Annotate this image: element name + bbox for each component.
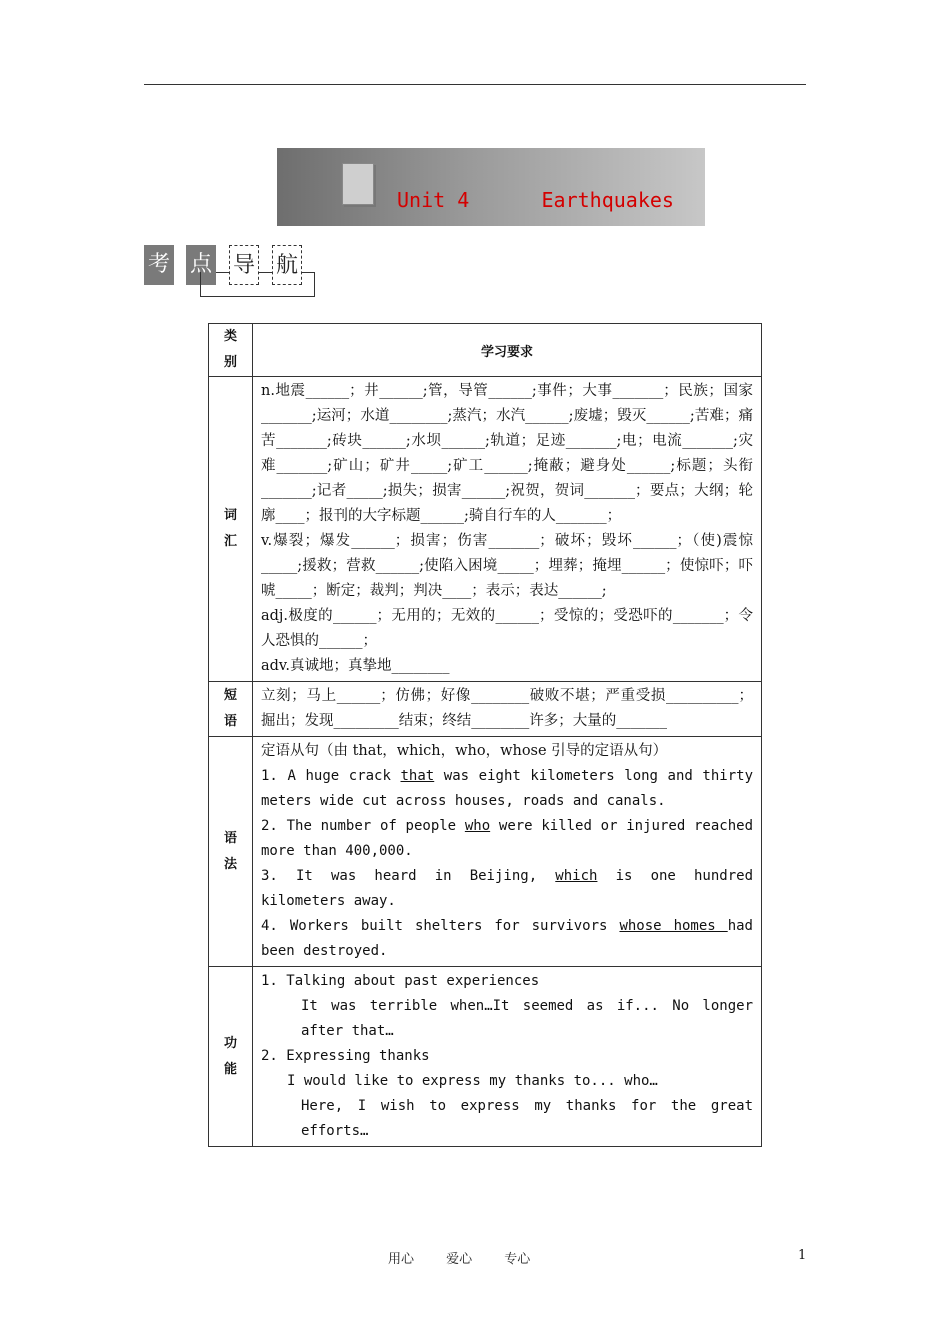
grammar-item-text: had been destroyed. [261,918,753,959]
grammar-item-text: was eight kilometers long and thirty meters wide cut across houses, roads and canals. [261,768,753,809]
phrases-content [253,682,762,737]
vocab-category-char-2: 汇 [223,534,237,549]
grammar-item-relative-word: that [400,768,435,784]
grammar-item-text: The number of people [286,818,465,834]
grammar-item-number: 3. [261,868,278,884]
table-header-row [209,324,762,377]
grammar-content [253,737,762,967]
function-example: It was terrible when…It seemed as if... No longer after that… [301,998,753,1039]
header-requirement-cell: 学习要求 [253,324,762,377]
grammar-item-relative-word: which [555,868,598,884]
badge-char-hang: 航 [272,245,302,285]
vocab-adjectives: adj.极度的______；无用的；无效的______；受惊的；受恐吓的_______；令人恐惧的______； [261,608,753,649]
unit-title: Unit 4 Earthquakes [397,188,674,212]
grammar-item-relative-word: whose homes [619,918,728,934]
grammar-item [261,914,753,964]
grammar-item-text: were killed or injured reached more than 400,000. [261,818,753,859]
grammar-item [261,814,753,864]
phrases-row [209,682,762,737]
function-content [253,967,762,1147]
footer-motto: 用心 爱心 专心 [388,1252,531,1267]
vocab-category [209,377,253,682]
page-number: 1 [798,1248,807,1263]
document-icon [342,163,374,205]
badge-char-dian: 点 [186,245,216,285]
header-category-char-2: 别 [223,355,237,370]
grammar-item-number: 1. [261,768,278,784]
function-heading: 2. Expressing thanks [261,1048,430,1064]
grammar-item-text: It was heard in Beijing, [296,868,556,884]
badge-char-dao: 导 [229,245,259,285]
grammar-item-text: A huge crack [287,768,401,784]
grammar-item-number: 2. [261,818,278,834]
vocab-verbs: v.爆裂；爆发______；损害；伤害_______；破坏；毁坏______；（使)震惊_____;援救；营救______;使陷入困境_____；埋葬；掩埋______；使惊吓；吓唬_____；断定；裁判；判决____；表示；表达______; [261,533,753,599]
grammar-item-text: is one hundred kilometers away. [261,868,753,909]
grammar-row [209,737,762,967]
grammar-item-text: Workers built shelters for survivors [289,918,620,934]
phrases-text: 立刻；马上______；仿佛；好像________破败不堪；严重受损__________；掘出；发现_________结束；终结________许多；大量的_______ [261,688,753,729]
grammar-item [261,864,753,914]
grammar-item [261,764,753,814]
header-rule [144,84,806,85]
badge-bracket [200,272,315,297]
vocab-nouns: n.地震______；井______;管，导管______;事件；大事_______；民族；国家_______;运河；水道________;蒸汽；水汽______;废墟；毁灭______;苦难；痛苦_______;砖块______;水坝______;轨道；足迹_______;电；电流_______;灾难_______;矿山；矿井_____;矿工______;掩蔽；避身处______;标题；头衔_______;记者_____;损失；损害______;祝贺，贺词_______；要点；大纲；轮廓____；报刊的大字标题______;骑自行车的人_______； [261,383,753,524]
header-category-cell [209,324,253,377]
function-category-char-2: 能 [223,1061,237,1077]
vocab-category-char-1: 词 [223,508,237,523]
function-example: Here, I wish to express my thanks for the great efforts… [301,1098,753,1139]
function-row [209,967,762,1147]
vocab-row [209,377,762,682]
phrases-category-char-1: 短 [223,688,237,703]
grammar-item-number: 4. [261,918,278,934]
function-category-char-1: 功 [223,1035,237,1051]
vocab-adverbs: adv.真诚地；真挚地________ [261,658,450,674]
phrases-category [209,682,253,737]
grammar-category [209,737,253,967]
function-example: I would like to express my thanks to... who… [287,1073,658,1089]
badge-char-kao: 考 [144,245,174,285]
header-category-char-1: 类 [223,329,237,344]
vocab-content [253,377,762,682]
grammar-category-char-1: 语 [223,830,237,846]
grammar-item-relative-word: who [464,818,491,834]
function-heading: 1. Talking about past experiences [261,973,540,989]
requirements-table [208,323,762,1147]
grammar-category-char-2: 法 [223,856,237,872]
phrases-category-char-2: 语 [223,714,237,729]
grammar-intro: 定语从句（由 that，which，who，whose 引导的定语从句） [261,743,668,759]
function-category [209,967,253,1147]
